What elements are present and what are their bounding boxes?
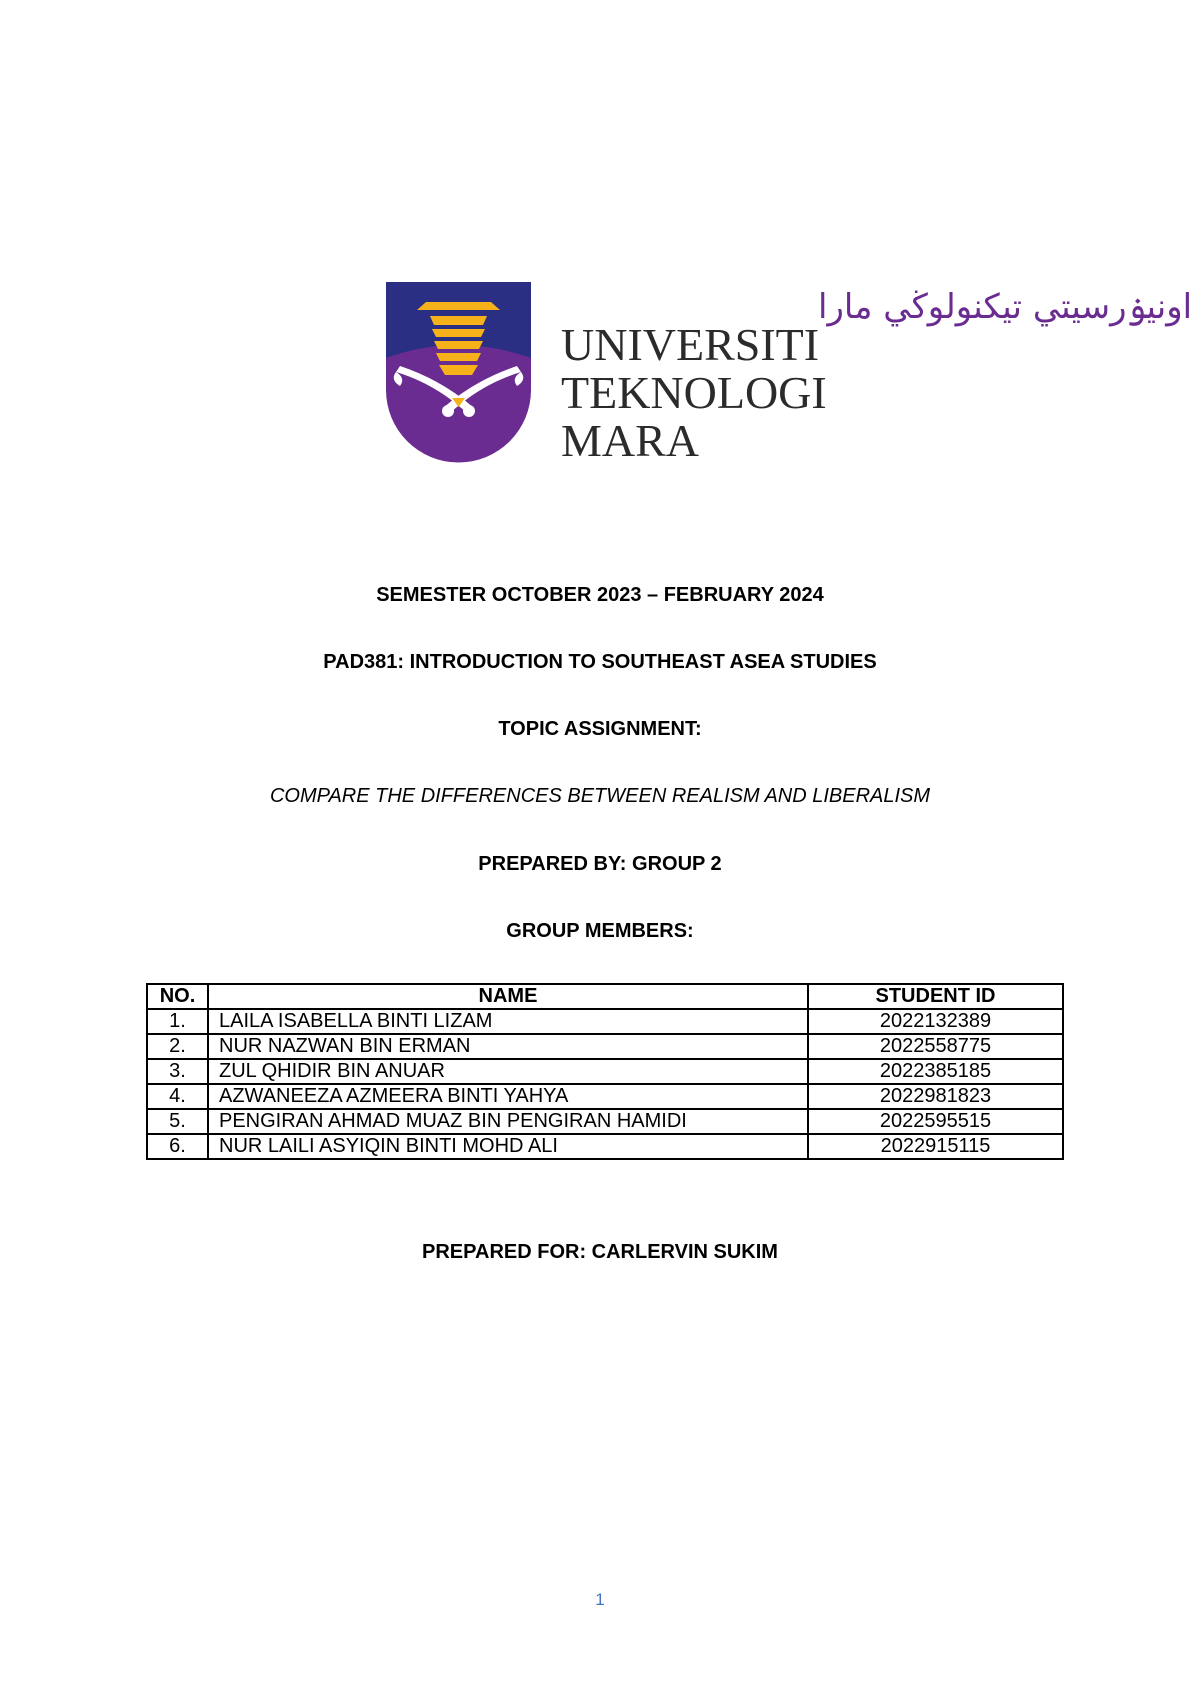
header-no: NO. (147, 984, 208, 1009)
student-id: 2022558775 (808, 1034, 1063, 1059)
table-row (147, 1059, 1063, 1084)
course-title: PAD381: INTRODUCTION TO SOUTHEAST ASEA STUDIES (323, 651, 877, 673)
header-student-id: STUDENT ID (808, 984, 1063, 1009)
members-heading: GROUP MEMBERS: (506, 920, 694, 942)
table-row (147, 1084, 1063, 1109)
university-logo (386, 280, 1193, 470)
members-table (146, 983, 1064, 1160)
student-id: 2022595515 (808, 1109, 1063, 1134)
prepared-for: PREPARED FOR: CARLERVIN SUKIM (422, 1241, 778, 1263)
student-id: 2022385185 (808, 1059, 1063, 1084)
logo-name-line-2: TEKNOLOGI (561, 367, 827, 418)
row-number: 1. (147, 1009, 208, 1034)
member-name: ZUL QHIDIR BIN ANUAR (208, 1059, 808, 1084)
topic-title: COMPARE THE DIFFERENCES BETWEEN REALISM AND LIBERALISM (269, 785, 931, 807)
student-id: 2022981823 (808, 1084, 1063, 1109)
student-id: 2022132389 (808, 1009, 1063, 1034)
table-row (147, 1034, 1063, 1059)
prepared-by: PREPARED BY: GROUP 2 (478, 853, 722, 875)
logo-name-line-1: UNIVERSITI (561, 319, 820, 370)
logo-jawi-text: اونيۏرسيتي تيكنولوڬي مارا (818, 287, 1193, 327)
page-number: 1 (595, 1590, 605, 1609)
student-id: 2022915115 (808, 1134, 1063, 1159)
row-number: 6. (147, 1134, 208, 1159)
row-number: 4. (147, 1084, 208, 1109)
member-name: PENGIRAN AHMAD MUAZ BIN PENGIRAN HAMIDI (208, 1109, 808, 1134)
member-name: NUR LAILI ASYIQIN BINTI MOHD ALI (208, 1134, 808, 1159)
table-row (147, 1009, 1063, 1034)
row-number: 2. (147, 1034, 208, 1059)
table-header-row (147, 984, 1063, 1009)
topic-heading: TOPIC ASSIGNMENT: (498, 718, 702, 740)
row-number: 5. (147, 1109, 208, 1134)
crest-icon (386, 282, 531, 463)
table-row (147, 1109, 1063, 1134)
member-name: LAILA ISABELLA BINTI LIZAM (208, 1009, 808, 1034)
member-name: AZWANEEZA AZMEERA BINTI YAHYA (208, 1084, 808, 1109)
semester-line: SEMESTER OCTOBER 2023 – FEBRUARY 2024 (376, 584, 824, 606)
row-number: 3. (147, 1059, 208, 1084)
header-name: NAME (208, 984, 808, 1009)
member-name: NUR NAZWAN BIN ERMAN (208, 1034, 808, 1059)
table-row (147, 1134, 1063, 1159)
logo-name-line-3: MARA (561, 415, 700, 466)
